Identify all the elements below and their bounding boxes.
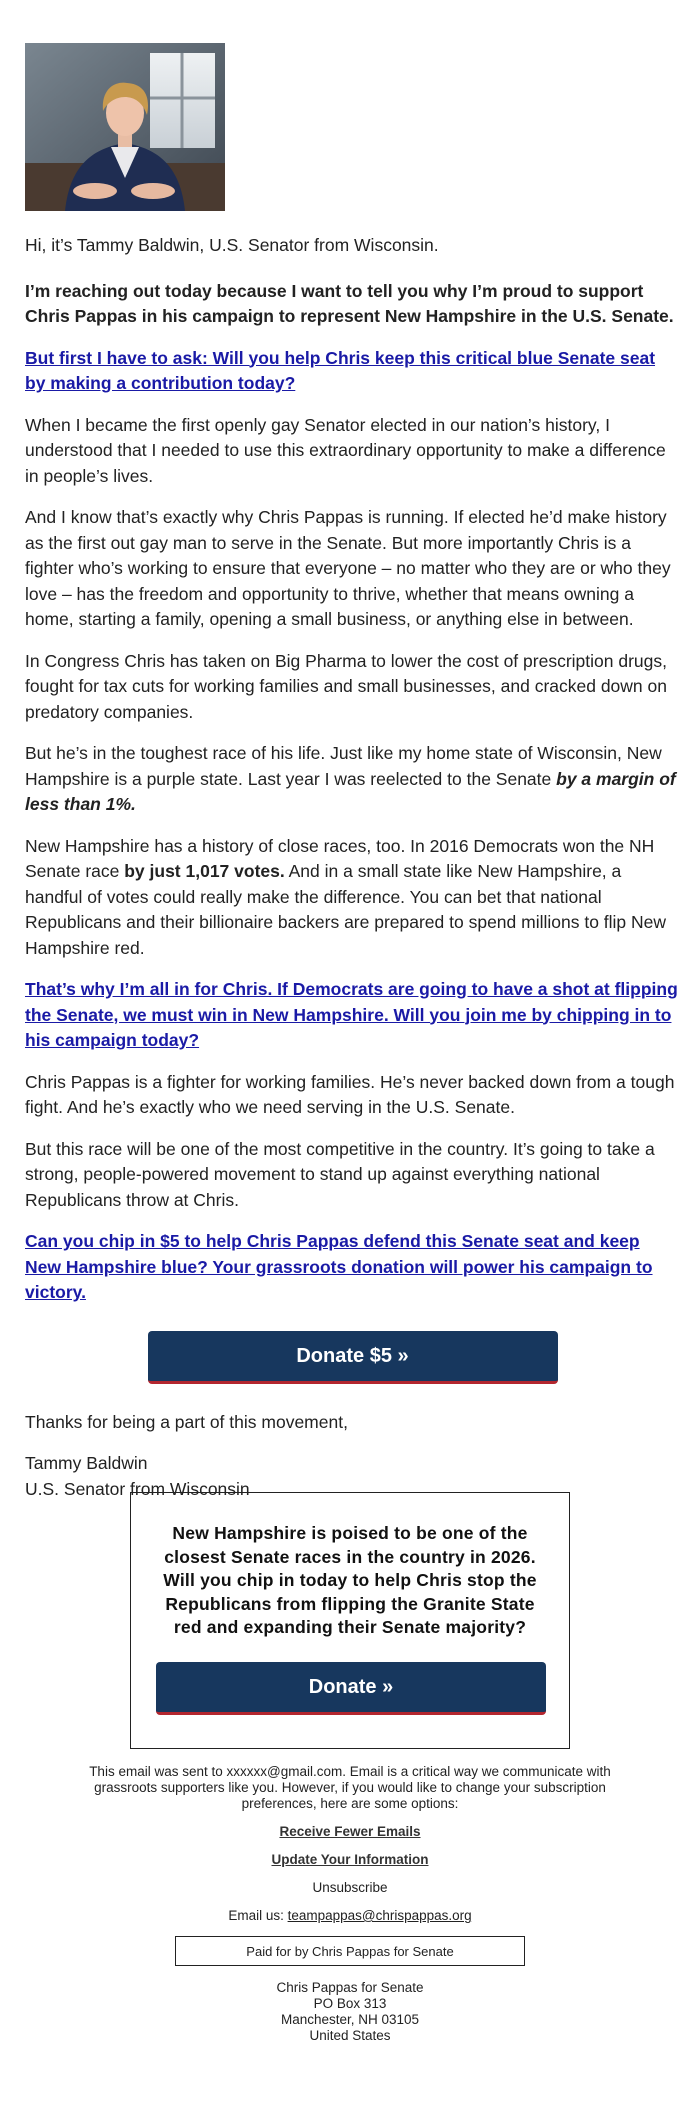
unsubscribe-link[interactable]: Unsubscribe [312, 1880, 388, 1895]
contact-email-label: Email us: [228, 1908, 288, 1923]
margin-emphasis: by a margin of less than 1%. [25, 768, 676, 814]
thanks-text: Thanks for being a part of this movement, [25, 1411, 348, 1432]
address-line: PO Box 313 [313, 1996, 387, 2011]
senator-photo [25, 43, 225, 211]
signature-title: U.S. Senator from Wisconsin [25, 1478, 250, 1499]
ask-paragraph-1 [25, 346, 680, 397]
body-paragraph-5-end: And in a small state like New Hampshire, a handful of votes could really make the difference. You can bet that national Republicans and their billionaire backers are prepared to spend millions to flip New Hampshire red. [25, 861, 667, 958]
address-line: Chris Pappas for Senate [276, 1980, 424, 1995]
body-paragraph-4-text: But he’s in the toughest race of his life. Just like my home state of Wisconsin, New Hampshire is a purple state. Last year I was reelected to the Senate [25, 743, 662, 789]
greeting-text: Hi, it’s Tammy Baldwin, U.S. Senator from Wisconsin. [25, 235, 439, 255]
intro-bold: I’m reaching out today because I want to tell you why I’m proud to support Chris Pappas in his campaign to represent New Hampshire in the U.S. Senate. [25, 280, 674, 326]
contact-email-line [0, 1908, 700, 1924]
mailing-address [0, 1980, 700, 2044]
contribution-link-1[interactable]: But first I have to ask: Will you help Chris keep this critical blue Senate seat by making a contribution today? [25, 347, 656, 393]
promo-donate-button[interactable]: Donate » [156, 1662, 546, 1715]
paid-for-disclaimer: Paid for by Chris Pappas for Senate [175, 1936, 525, 1966]
body-paragraph-5 [25, 834, 680, 962]
donate-button-container [25, 1331, 680, 1384]
email-body [25, 43, 680, 1502]
contribution-link-2[interactable]: That’s why I’m all in for Chris. If Democrats are going to have a shot at flipping the Senate, we must win in New Hampshire. Will you join me by chipping in to his campaign today? [25, 979, 678, 1050]
email-footer [0, 1764, 700, 2044]
ask-paragraph-2 [25, 977, 680, 1054]
promo-text: New Hampshire is poised to be one of the closest Senate races in the country in 2026. Will you chip in today to help Chris stop the Republicans from flipping the Granite State red and expanding their Senate majority? [163, 1523, 537, 1637]
promo-box [130, 1492, 570, 1749]
donate-5-button[interactable]: Donate $5 » [148, 1331, 558, 1384]
body-paragraph-1: When I became the first openly gay Senator elected in our nation’s history, I understood that I needed to use this extraordinary opportunity to make a difference in people’s lives. [25, 414, 666, 486]
signature-name: Tammy Baldwin [25, 1453, 148, 1473]
receive-fewer-emails-link[interactable]: Receive Fewer Emails [279, 1824, 421, 1839]
body-paragraph-2: And I know that’s exactly why Chris Pappas is running. If elected he’d make history as the first out gay man to serve in the Senate. But more importantly Chris is a fighter who’s working to ensure that everyone – no matter who they are or who they love – has the freedom and opportunity to thrive, whether that means owning a home, starting a family, opening a small business, or anything else in between. [25, 507, 671, 629]
ask-paragraph-3 [25, 1229, 680, 1306]
senator-portrait-image [25, 43, 225, 211]
footer-note: This email was sent to xxxxxx@gmail.com. Email is a critical way we communicate with grassroots supporters like you. However, if you would like to change your subscription preferences, here are some options: [89, 1764, 611, 1811]
update-information-link[interactable]: Update Your Information [271, 1852, 429, 1867]
body-paragraph-5-start: New Hampshire has a history of close races, too. In 2016 Democrats won the NH Senate race [25, 835, 655, 881]
body-paragraph-6: Chris Pappas is a fighter for working families. He’s never backed down from a tough fight. And he’s exactly who we need serving in the U.S. Senate. [25, 1071, 675, 1117]
body-paragraph-4 [25, 741, 680, 818]
intro-text [25, 279, 680, 330]
contribution-link-3[interactable]: Can you chip in $5 to help Chris Pappas defend this Senate seat and keep New Hampshire blue? Your grassroots donation will power his campaign to victory. [25, 1231, 653, 1302]
body-paragraph-3: In Congress Chris has taken on Big Pharma to lower the cost of prescription drugs, fought for tax cuts for working families and small businesses, and cracked down on predatory companies. [25, 650, 667, 722]
address-line: Manchester, NH 03105 [280, 2012, 420, 2027]
body-paragraph-7: But this race will be one of the most competitive in the country. It’s going to take a strong, people-powered movement to stand up against everything national Republicans throw at Chris. [25, 1138, 655, 1210]
votes-emphasis: by just 1,017 votes. [124, 861, 285, 881]
address-line: United States [309, 2028, 391, 2043]
contact-email-link[interactable]: teampappas@chrispappas.org [287, 1908, 472, 1923]
